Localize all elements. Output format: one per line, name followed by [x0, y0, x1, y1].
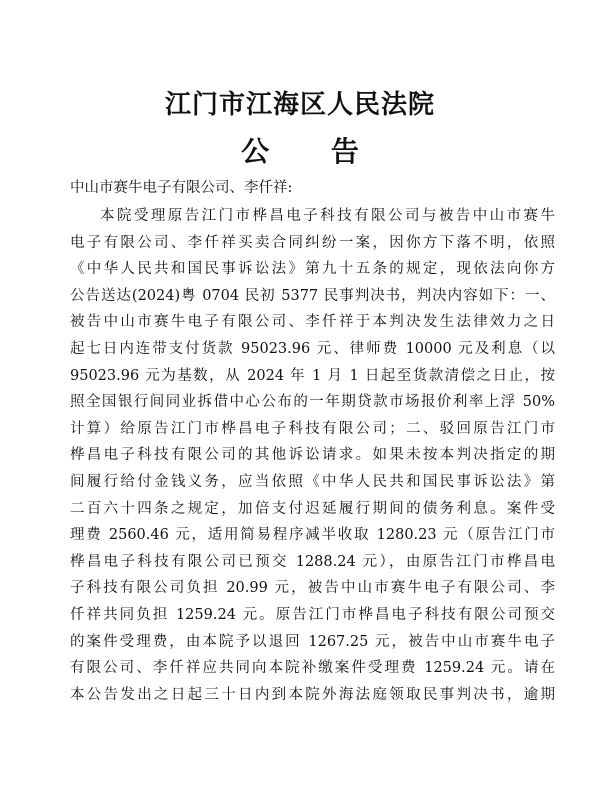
body-line: 仟祥共同负担 1259.24 元。原告江门市桦昌电子科技有限公司预交 — [70, 606, 555, 623]
notice-body — [70, 203, 555, 708]
body-line: 《中华人民共和国民事诉讼法》第九十五条的规定，现依法向你方 — [70, 261, 555, 278]
body-line: 被告中山市赛牛电子有限公司、李仟祥于本判决发生法律效力之日 — [70, 314, 555, 331]
body-line: 的案件受理费，由本院予以退回 1267.25 元，被告中山市赛牛电子 — [70, 633, 555, 650]
body-line: 子科技有限公司负担 20.99 元，被告中山市赛牛电子有限公司、李 — [70, 580, 555, 597]
body-line: 二百六十四条之规定，加倍支付迟延履行期间的债务利息。案件受 — [70, 500, 555, 517]
body-line: 电子有限公司、李仟祥买卖合同纠纷一案，因你方下落不明，依照 — [70, 234, 555, 251]
body-line: 理费 2560.46 元，适用简易程序减半收取 1280.23 元（原告江门市 — [70, 527, 555, 544]
body-line: 计算）给原告江门市桦昌电子科技有限公司；二、驳回原告江门市 — [70, 420, 555, 437]
body-line: 间履行给付金钱义务，应当依照《中华人民共和国民事诉讼法》第 — [70, 473, 555, 490]
court-name: 江门市江海区人民法院 — [164, 90, 435, 120]
body-line: 有限公司、李仟祥应共同向本院补缴案件受理费 1259.24 元。请在 — [70, 660, 555, 677]
body-line: 桦昌电子科技有限公司的其他诉讼请求。如果未按本判决指定的期 — [70, 447, 555, 464]
body-line: 公告送达(2024)粤 0704 民初 5377 民事判决书，判决内容如下：一、 — [70, 287, 555, 304]
document-type-heading: 公 告 — [241, 135, 385, 168]
body-line: 起七日内连带支付货款 95023.96 元、律师费 10000 元及利息（以 — [70, 340, 555, 357]
body-line: 桦昌电子科技有限公司已预交 1288.24 元），由原告江门市桦昌电 — [70, 553, 555, 570]
body-line: 本公告发出之日起三十日内到本院外海法庭领取民事判决书，逾期 — [70, 686, 555, 703]
body-line: 95023.96 元为基数，从 2024 年 1 月 1 日起至货款清偿之日止，按 — [70, 367, 555, 384]
addressee-line: 中山市赛牛电子有限公司、李仟祥: — [70, 180, 293, 196]
body-line: 本院受理原告江门市桦昌电子科技有限公司与被告中山市赛牛 — [100, 208, 555, 224]
body-line: 照全国银行间同业拆借中心公布的一年期贷款市场报价利率上浮 50% — [70, 394, 555, 411]
